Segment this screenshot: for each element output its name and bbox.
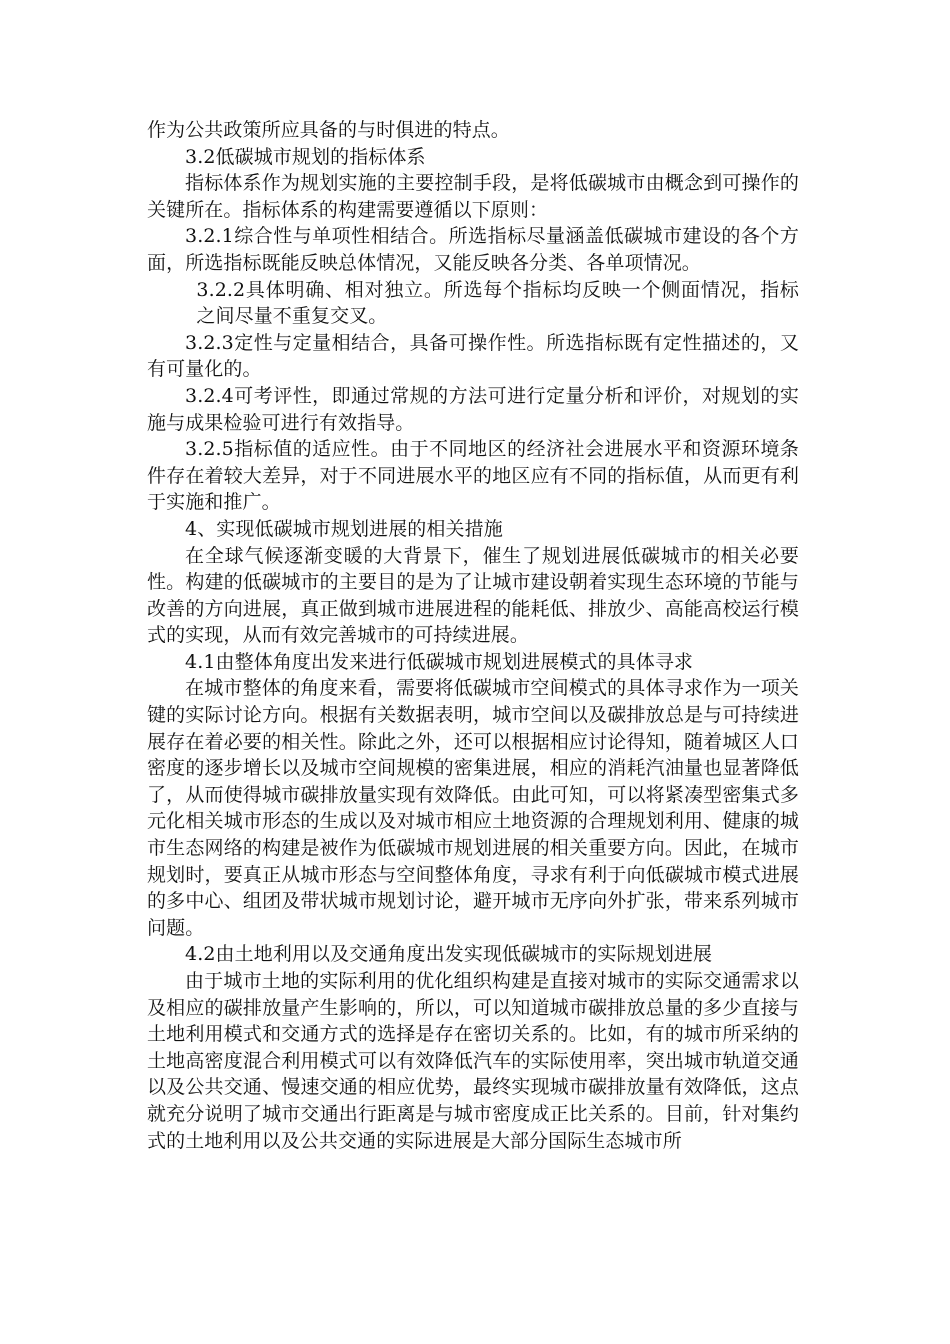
- section-heading-4-2: 4.2由土地利用以及交通角度出发实现低碳城市的实际规划进展: [185, 943, 713, 966]
- principle-3-2-1: 3.2.1综合性与单项性相结合。所选指标尽量涵盖低碳城市建设的各个方面，所选指标既能反映总体情况，又能反映各分类、各单项情况。: [147, 225, 799, 274]
- paragraph-continuation: 作为公共政策所应具备的与时俱进的特点。: [147, 119, 510, 141]
- paragraph-section-4-1: 在城市整体的角度来看，需要将低碳城市空间模式的具体寻求作为一项关键的实际讨论方向。根据有关数据表明，城市空间以及碳排放总是与可持续进展存在着必要的相关性。除此之外，还可以根据相应讨论得知，随着城区人口密度的逐步增长以及城市空间规模的密集进展，相应的消耗汽油量也显著降低了，从而使得城市碳排放量实现有效降低。由此可知，可以将紧凑型密集式多元化相关城市形态的生成以及对城市相应土地资源的合理规划利用、健康的城市生态网络的构建是被作为低碳城市规划进展的相关重要方向。因此，在城市规划时，要真正从城市形态与空间整体角度，寻求有利于向低碳城市模式进展的多中心、组团及带状城市规划讨论，避开城市无序向外扩张，带来系列城市问题。: [147, 677, 799, 939]
- paragraph-indicator-intro: 指标体系作为规划实施的主要控制手段，是将低碳城市由概念到可操作的关键所在。指标体系的构建需要遵循以下原则：: [147, 172, 799, 221]
- section-heading-3-2: 3.2低碳城市规划的指标体系: [185, 145, 426, 168]
- principle-3-2-5: 3.2.5指标值的适应性。由于不同地区的经济社会进展水平和资源环境条件存在着较大差异，对于不同进展水平的地区应有不同的指标值，从而更有利于实施和推广。: [147, 438, 799, 514]
- document-body: [147, 117, 799, 1154]
- principle-3-2-4: 3.2.4可考评性，即通过常规的方法可进行定量分析和评价，对规划的实施与成果检验可进行有效指导。: [147, 384, 799, 434]
- section-heading-4: 4、实现低碳城市规划进展的相关措施: [185, 517, 503, 540]
- paragraph-section-4-2: 由于城市土地的实际利用的优化组织构建是直接对城市的实际交通需求以及相应的碳排放量产生影响的，所以，可以知道城市碳排放总量的多少直接与土地利用模式和交通方式的选择是存在密切关系的。比如，有的城市所采纳的土地高密度混合利用模式可以有效降低汽车的实际使用率，突出城市轨道交通以及公共交通、慢速交通的相应优势，最终实现城市碳排放量有效降低，这点就充分说明了城市交通出行距离是与城市密度成正比关系的。目前，针对集约式的土地利用以及公共交通的实际进展是大部分国际生态城市所: [147, 970, 799, 1152]
- principle-3-2-2: 3.2.2具体明确、相对独立。所选每个指标均反映一个侧面情况，指标之间尽量不重复交叉。: [196, 278, 799, 328]
- paragraph-section-4-intro: 在全球气候逐渐变暖的大背景下，催生了规划进展低碳城市的相关必要性。构建的低碳城市的主要目的是为了让城市建设朝着实现生态环境的节能与改善的方向进展，真正做到城市进展进程的能耗低、排放少、高能高校运行模式的实现，从而有效完善城市的可持续进展。: [147, 544, 799, 647]
- section-heading-4-1: 4.1由整体角度出发来进行低碳城市规划进展模式的具体寻求: [185, 650, 694, 673]
- principle-3-2-3: 3.2.3定性与定量相结合，具备可操作性。所选指标既有定性描述的，又有可量化的。: [147, 331, 799, 381]
